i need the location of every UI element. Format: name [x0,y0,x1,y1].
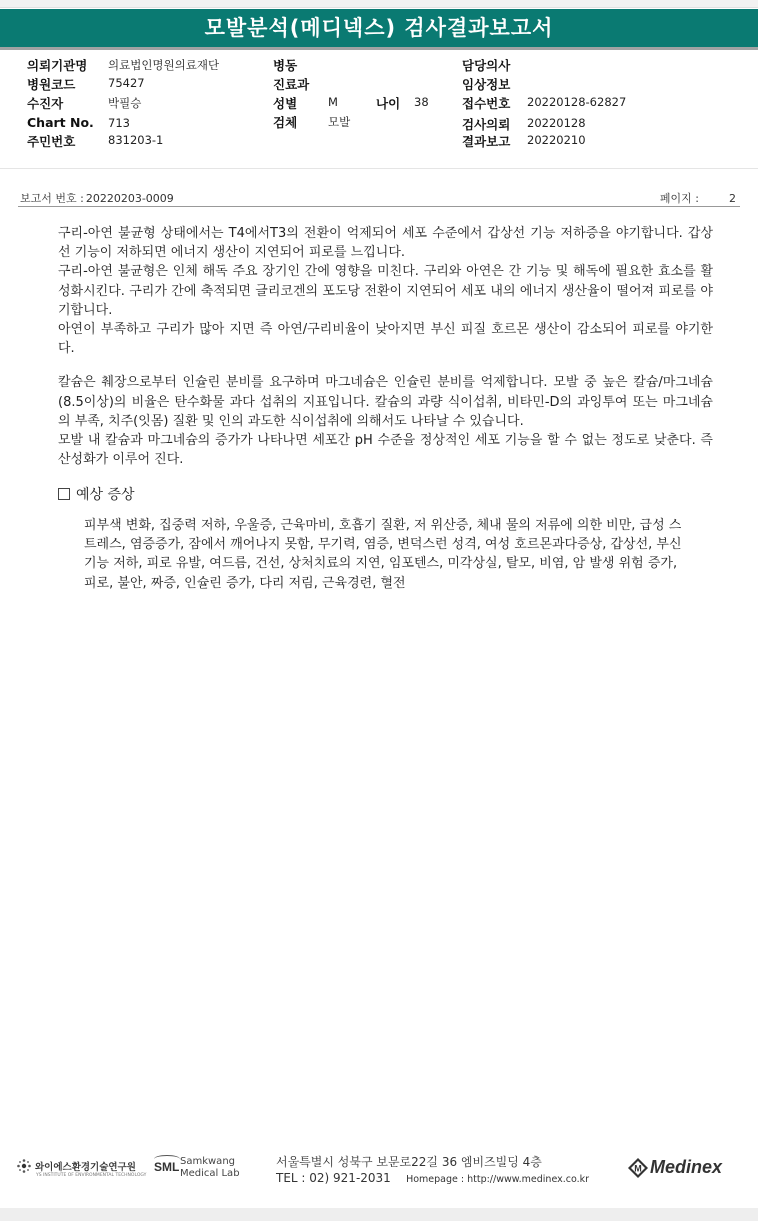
paragraph-liver: 구리-아연 불균형은 인체 해독 주요 장기인 간에 영향을 미친다. 구리와 아연은 간 기능 및 해독에 필요한 효소를 활성화시킨다. 구리가 간에 축적되면 글리코겐의 포도당 전환이 지연되어 세포 내의 에너지 생산율이 떨어져 피로를 야기합니다. [58,264,713,318]
samkwang-line2: Medical Lab [180,1168,240,1179]
bottom-strip [0,1208,758,1221]
report-number-value: 20220203-0009 [85,192,174,205]
symptoms-heading [58,484,135,504]
resident-no-label: 주민번호 [27,134,76,149]
sex-label: 성별 [273,96,298,111]
page-indicator [660,190,736,206]
request-date-value: 20220128 [527,116,586,130]
paragraph-adrenal: 아연이 부족하고 구리가 많아 지면 즉 아연/구리비율이 낮아지면 부신 피질 호르몬 생산이 감소되어 피로를 야기한다. [58,322,713,357]
symptoms-heading-text: 예상 증상 [76,487,135,503]
sex-value: M [328,95,338,109]
info-divider [0,168,758,169]
department-label: 진료과 [273,77,310,92]
paragraph-ph: 모발 내 칼슘과 마그네슘의 증가가 나타나면 세포간 pH 수준을 정상적인 세포 기능을 할 수 없는 정도로 낮춘다. 즉 산성화가 이루어 진다. [58,433,713,468]
resident-no-value: 831203-1 [108,133,164,147]
request-date-label: 검사의뢰 [462,117,511,132]
title-underline [0,47,758,50]
ys-logo-name: 와이에스환경기술연구원 [35,1162,136,1173]
checkbox-square-icon [58,488,70,500]
report-date-label: 결과보고 [462,134,511,149]
report-divider [18,206,740,207]
top-strip [0,0,758,8]
specimen-value: 모발 [328,115,351,129]
report-body [58,224,713,469]
chart-no-value: 713 [108,116,130,130]
report-date-value: 20220210 [527,133,586,147]
address-line: 서울특별시 성북구 보문로22길 36 엠비즈빌딩 4층 [276,1155,542,1169]
svg-text:M: M [634,1163,642,1174]
report-title: 모발분석(메디넥스) 검사결과보고서 [0,9,758,47]
receipt-no-label: 접수번호 [462,96,511,111]
medinex-wordmark: Medinex [650,1157,723,1177]
receipt-no-value: 20220128-62827 [527,95,627,109]
ys-logo-sub: YS INSTITUTE OF ENVIRONMENTAL TECHNOLOGY [36,1173,147,1178]
paragraph-thyroid: 구리-아연 불균형 상태에서는 T4에서T3의 전환이 억제되어 세포 수준에서 갑상선 기능 저하증을 야기합니다. 갑상선 기능이 저하되면 에너지 생산이 지연되어 피로를 느낍니다. [58,226,713,261]
symptoms-list: 피부색 변화, 집중력 저하, 우울증, 근육마비, 호흡기 질환, 저 위산증, 체내 물의 저류에 의한 비만, 급성 스트레스, 염증증가, 잠에서 깨어나지 못함, 무기력, 염증, 변덕스런 성격, 여성 호르몬과다증상, 갑상선, 부신 기능 저하, 피로 유발, 여드름, 건선, 상처치료의 지연, 임포텐스, 미각상실, 탈모, 비염, 암 발생 위험 증가, 피로, 불안, 짜증, 인슐린 증가, 다리 저림, 근육경련, 혈전 [84,518,682,591]
ys-logo-icon [16,1158,32,1174]
chart-no-label: Chart No. [27,115,94,130]
institution-label: 의뢰기관명 [27,58,88,73]
hospital-code-value: 75427 [108,76,145,90]
page-number: 2 [729,192,736,205]
homepage-line: Homepage : http://www.medinex.co.kr [406,1174,590,1185]
samkwang-mark: SML [154,1160,180,1174]
samkwang-text [180,1156,240,1180]
examinee-value: 박필승 [108,96,142,110]
samkwang-line1: Samkwang [180,1156,235,1167]
age-value: 38 [414,95,429,109]
clinical-info-label: 임상정보 [462,77,511,92]
patient-info-panel [0,52,758,152]
page-label: 페이지 : [659,192,699,205]
report-number [18,190,174,206]
ward-label: 병동 [273,58,298,73]
tel-line: TEL : 02) 921-2031 [276,1171,391,1185]
footer [0,1148,758,1192]
hospital-code-label: 병원코드 [27,77,76,92]
age-label: 나이 [376,96,401,111]
doctor-label: 담당의사 [462,58,511,73]
ys-institute-logo [16,1158,147,1178]
medinex-diamond-icon [628,1158,648,1178]
footer-address [276,1154,589,1188]
specimen-label: 검체 [273,115,298,130]
institution-value: 의료법인명원의료재단 [108,58,220,72]
report-number-label: 보고서 번호 : [20,192,84,205]
paragraph-calcium: 칼슘은 췌장으로부터 인슐린 분비를 요구하며 마그네슘은 인슐린 분비를 억제합니다. 모발 중 높은 칼슘/마그네슘(8.5이상)의 비율은 탄수화물 과다 섭취의 지표입니다. 칼슘의 과량 식이섭취, 비타민-D의 과잉투여 또는 마그네슘의 부족, 치주(잇몸) 질환 및 인의 과도한 식이섭취에 의해서도 나타날 수 있습니다. [58,375,713,429]
examinee-label: 수진자 [27,96,64,111]
